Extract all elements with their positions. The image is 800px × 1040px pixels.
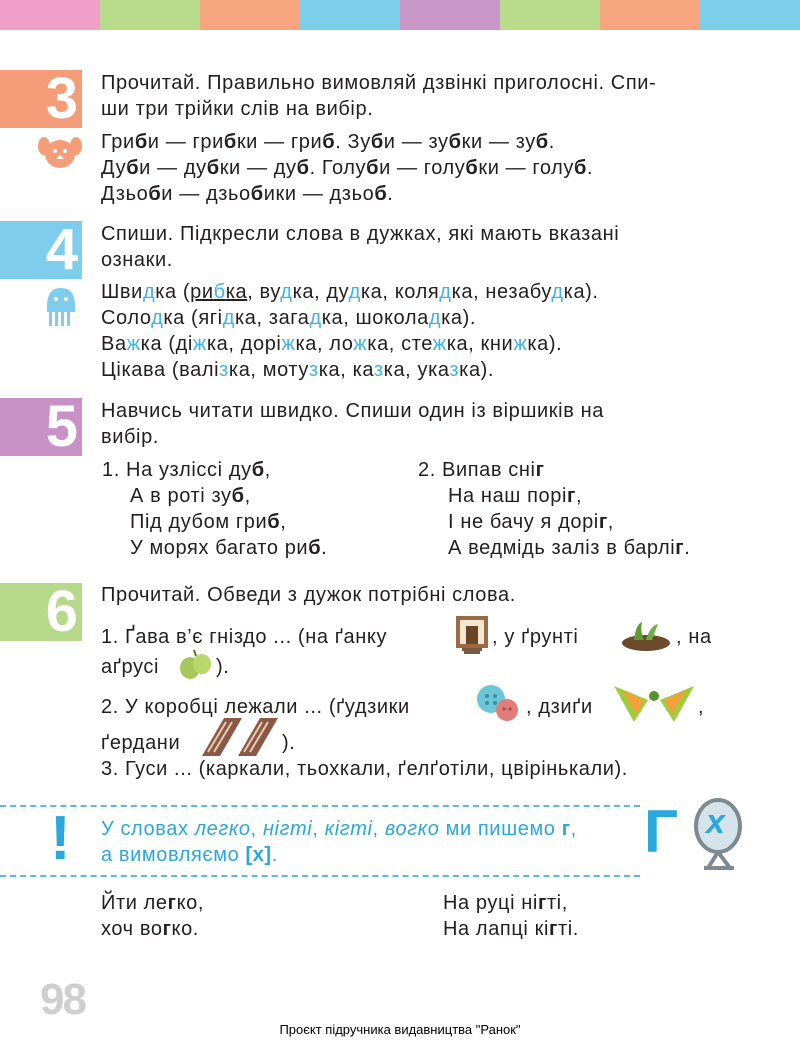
ex6-sentence-1d: аґрусі — [101, 656, 160, 678]
beaded-necklaces-icon — [200, 716, 282, 758]
exercise-4-badge — [0, 217, 82, 282]
exclamation-icon: ! — [50, 804, 71, 873]
top-bar-segment — [300, 0, 400, 30]
exercise-number: 4 — [45, 217, 78, 282]
dog-mascot-icon — [38, 134, 82, 170]
exercise-number: 3 — [45, 66, 78, 131]
letter-g-icon: Г — [644, 798, 679, 865]
ex6-sentence-1b: , у ґрунті — [492, 626, 579, 648]
poem1-line-3: Під дубом гриб, — [130, 511, 287, 533]
exercise-6-badge — [0, 579, 82, 644]
poem2-line-4: А ведмідь заліз в барліг. — [448, 537, 691, 559]
ex4-line-4: Цікава (валізка, мотузка, казка, указка). — [101, 359, 495, 381]
ex4-instruction-line2: ознаки. — [101, 249, 173, 271]
exercise-3-badge — [0, 66, 82, 131]
ex3-instruction-line1: Прочитай. Правильно вимовляй дзвінкі приголосні. Спи- — [101, 72, 657, 94]
top-bar-segment — [500, 0, 600, 30]
mirror-letter: х — [706, 803, 725, 841]
top-bar-segment — [700, 0, 800, 30]
ex6-sentence-1c: , на — [676, 626, 712, 648]
top-bar-segment — [400, 0, 500, 30]
exercise-number: 6 — [45, 579, 78, 644]
rhyme-left-line-1: Йти легко, — [101, 892, 205, 914]
top-bar-segment — [0, 0, 100, 30]
rhyme-left-line-2: хоч вогко. — [101, 918, 199, 940]
soil-plant-icon — [620, 618, 672, 652]
jellyfish-mascot-icon — [44, 286, 78, 328]
ex3-line-3: Дзьоби — дзьобики — дзьоб. — [101, 183, 394, 205]
exercise-number: 5 — [45, 394, 78, 459]
ex4-line-1: Швидка (рибка, вудка, дудка, колядка, незабудка). — [101, 281, 599, 303]
ex3-instruction-line2: ши три трійки слів на вибір. — [101, 98, 374, 120]
ex6-sentence-1e: ). — [216, 656, 230, 678]
top-bar-segment — [100, 0, 200, 30]
mirror-icon — [690, 798, 746, 870]
ex6-sentence-1a: 1. Ґава в’є гніздо ... (на ґанку — [101, 626, 388, 648]
buttons-icon — [474, 682, 522, 724]
ex3-line-2: Дуби — дубки — дуб. Голуби — голубки — голуб. — [101, 157, 594, 179]
ex3-line-1: Гриби — грибки — гриб. Зуби — зубки — зуб. — [101, 131, 555, 153]
poem1-line-4: У морях багато риб. — [130, 537, 328, 559]
footer-note: Проєкт підручника видавництва "Ранок" — [279, 1022, 521, 1037]
poem2-line-3: І не бачу я доріг, — [448, 511, 614, 533]
rhyme-right-line-1: На руці нігті, — [443, 892, 568, 914]
porch-house-icon — [452, 612, 492, 656]
rule-top-divider — [0, 805, 640, 807]
rhyme-right-line-2: На лапці кігті. — [443, 918, 579, 940]
top-color-bar — [0, 0, 800, 30]
ex6-sentence-2c: , — [698, 696, 705, 718]
ex5-instruction-line2: вибір. — [101, 426, 159, 448]
ex6-sentence-2e: ). — [282, 732, 296, 754]
exercise-5-badge — [0, 394, 82, 459]
ex6-sentence-3: 3. Гуси ... (каркали, тьохкали, ґелґотіли, цвірінькали). — [101, 758, 628, 780]
rule-line-2: а вимовляємо [х]. — [101, 844, 278, 866]
poem1-line-2: А в роті зуб, — [130, 485, 251, 507]
ex4-instruction-line1: Спиши. Підкресли слова в дужках, які мають вказані — [101, 223, 620, 245]
ex5-instruction-line1: Навчись читати швидко. Спиши один із віршиків на — [101, 400, 604, 422]
top-bar-segment — [200, 0, 300, 30]
rule-bottom-divider — [0, 875, 640, 877]
poem2-line-1: 2. Випав сніг — [418, 459, 545, 481]
page-number: 98 — [40, 975, 85, 1024]
ex6-sentence-2b: , дзиґи — [526, 696, 593, 718]
rule-line-1: У словах легко, нігті, кігті, вогко ми пишемо г, — [101, 818, 577, 840]
ex6-sentence-2d: ґердани — [101, 732, 181, 754]
gooseberry-icon — [178, 646, 214, 682]
ex4-line-2: Солодка (ягідка, загадка, шоколадка). — [101, 307, 477, 329]
poem1-line-1: 1. На узліссі дуб, — [102, 459, 271, 481]
ex6-sentence-2a: 2. У коробці лежали ... (ґудзики — [101, 696, 410, 718]
poem2-line-2: На наш поріг, — [448, 485, 583, 507]
ex6-instruction: Прочитай. Обведи з дужок потрібні слова. — [101, 584, 516, 606]
top-bar-segment — [600, 0, 700, 30]
ex4-line-3: Важка (діжка, доріжка, ложка, стежка, книжка). — [101, 333, 563, 355]
spinning-tops-icon — [612, 680, 696, 726]
